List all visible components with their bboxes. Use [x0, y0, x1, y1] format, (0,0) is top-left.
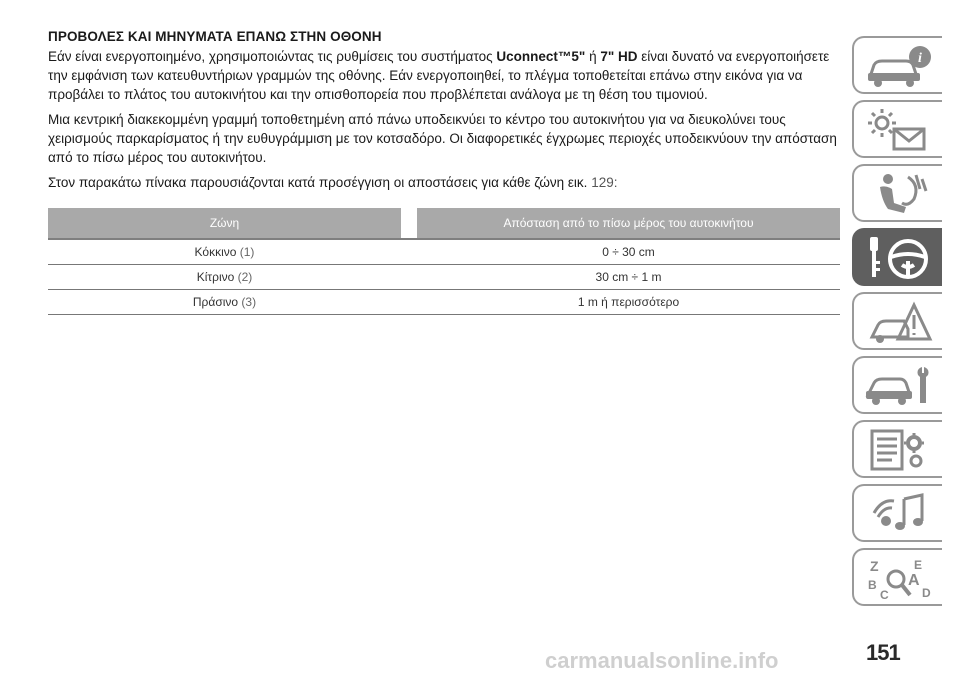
distance-cell: 0 ÷ 30 cm: [417, 239, 840, 265]
table-row: [48, 290, 840, 315]
note-reference: (3): [241, 295, 257, 309]
svg-text:i: i: [918, 51, 922, 66]
svg-text:D: D: [922, 586, 931, 600]
svg-text:A: A: [908, 572, 920, 589]
tab-starting-driving[interactable]: [852, 228, 942, 286]
alphabetical-index-icon: [864, 555, 934, 601]
gap-cell: [401, 239, 417, 265]
page-number: 151: [866, 640, 900, 665]
tab-car-info[interactable]: [852, 36, 942, 94]
svg-text:C: C: [880, 588, 889, 601]
tab-maintenance[interactable]: [852, 356, 942, 414]
car-maintenance-icon: [864, 363, 934, 409]
paragraph-text: Εάν είναι ενεργοποιημένο, χρησιμοποιώντας τις ρυθμίσεις του συστήματος: [48, 49, 497, 64]
technical-data-icon: [864, 427, 934, 473]
chapter-tabs: [852, 36, 942, 612]
paragraph-text: Στον παρακάτω πίνακα παρουσιάζονται κατά προσέγγιση οι αποστάσεις για κάθε ζώνη εικ.: [48, 175, 588, 190]
zone-label: Κίτρινο: [196, 270, 235, 284]
zone-cell: [48, 290, 401, 315]
key-steering-wheel-icon: [864, 235, 934, 281]
uconnect-7hd-label: 7" HD: [600, 49, 638, 64]
paragraph-center-line: Μια κεντρική διακεκομμένη γραμμή τοποθετημένη από πάνω υποδεικνύει το κέντρο του αυτοκινήτου για να διευκολύνει τους χειρισμούς παρκαρίσματος ή την ευθυγράμμιση με τον κοτσαδόρο. Οι διαφορετικές έγχρωμες περιοχές υποδεικνύουν την απόσταση από το πίσω μέρος του αυτοκινήτου.: [48, 112, 837, 165]
paragraph-text: είναι δυνατό να ενεργοποιήσετε την εμφάνιση των κατευθυντήριων γραμμών της οθόνης. Εάν ενεργοποιηθεί, το πλέγμα τοποθετείται επάνω στην εικόνα για να προβάλει το πλάτος του αυτοκινήτου και την οπισθοπορεία που προβλέπεται ανάλογα με τη θέση του τιμονιού.: [48, 49, 830, 102]
tab-multimedia[interactable]: [852, 484, 942, 542]
table-row: [48, 239, 840, 265]
warning-lights-message-icon: [864, 107, 934, 153]
tab-emergency[interactable]: [852, 292, 942, 350]
seat-airbag-icon: [864, 171, 934, 217]
emergency-triangle-icon: [864, 299, 934, 345]
zone-label: Κόκκινο: [194, 245, 237, 259]
svg-text:Z: Z: [870, 558, 879, 574]
figure-reference[interactable]: 129:: [591, 175, 618, 190]
distance-cell: 30 cm ÷ 1 m: [417, 265, 840, 290]
paragraph-guidelines: [48, 47, 840, 104]
table-row: [48, 265, 840, 290]
paragraph-text: ή: [585, 49, 601, 64]
section-title: ΠΡΟΒΟΛΕΣ ΚΑΙ ΜΗΝΥΜΑΤΑ ΕΠΑΝΩ ΣΤΗΝ ΟΘΟΝΗ: [48, 29, 382, 44]
car-info-icon: [864, 43, 934, 89]
tab-index[interactable]: [852, 548, 942, 606]
distance-zones-table: [48, 208, 840, 315]
document-body: [48, 28, 840, 315]
multimedia-icon: [864, 491, 934, 537]
table-header-zone: Ζώνη: [48, 208, 401, 239]
zone-label: Πράσινο: [192, 295, 239, 309]
note-reference: (1): [239, 245, 255, 259]
zone-cell: [48, 265, 401, 290]
distance-cell: 1 m ή περισσότερο: [417, 290, 840, 315]
note-reference: (2): [237, 270, 253, 284]
paragraph-table-intro: [48, 173, 840, 192]
tab-technical-data[interactable]: [852, 420, 942, 478]
tab-warning-lights[interactable]: [852, 100, 942, 158]
table-header-distance: Απόσταση από το πίσω μέρος του αυτοκινήτου: [417, 208, 840, 239]
tab-safety[interactable]: [852, 164, 942, 222]
gap-cell: [401, 290, 417, 315]
table-header-gap: [401, 208, 417, 239]
uconnect-5-label: Uconnect™5": [496, 49, 586, 64]
zone-cell: [48, 239, 401, 265]
svg-text:E: E: [914, 558, 923, 572]
gap-cell: [401, 265, 417, 290]
watermark: carmanualsonline.info: [545, 648, 779, 673]
svg-text:B: B: [868, 578, 877, 592]
